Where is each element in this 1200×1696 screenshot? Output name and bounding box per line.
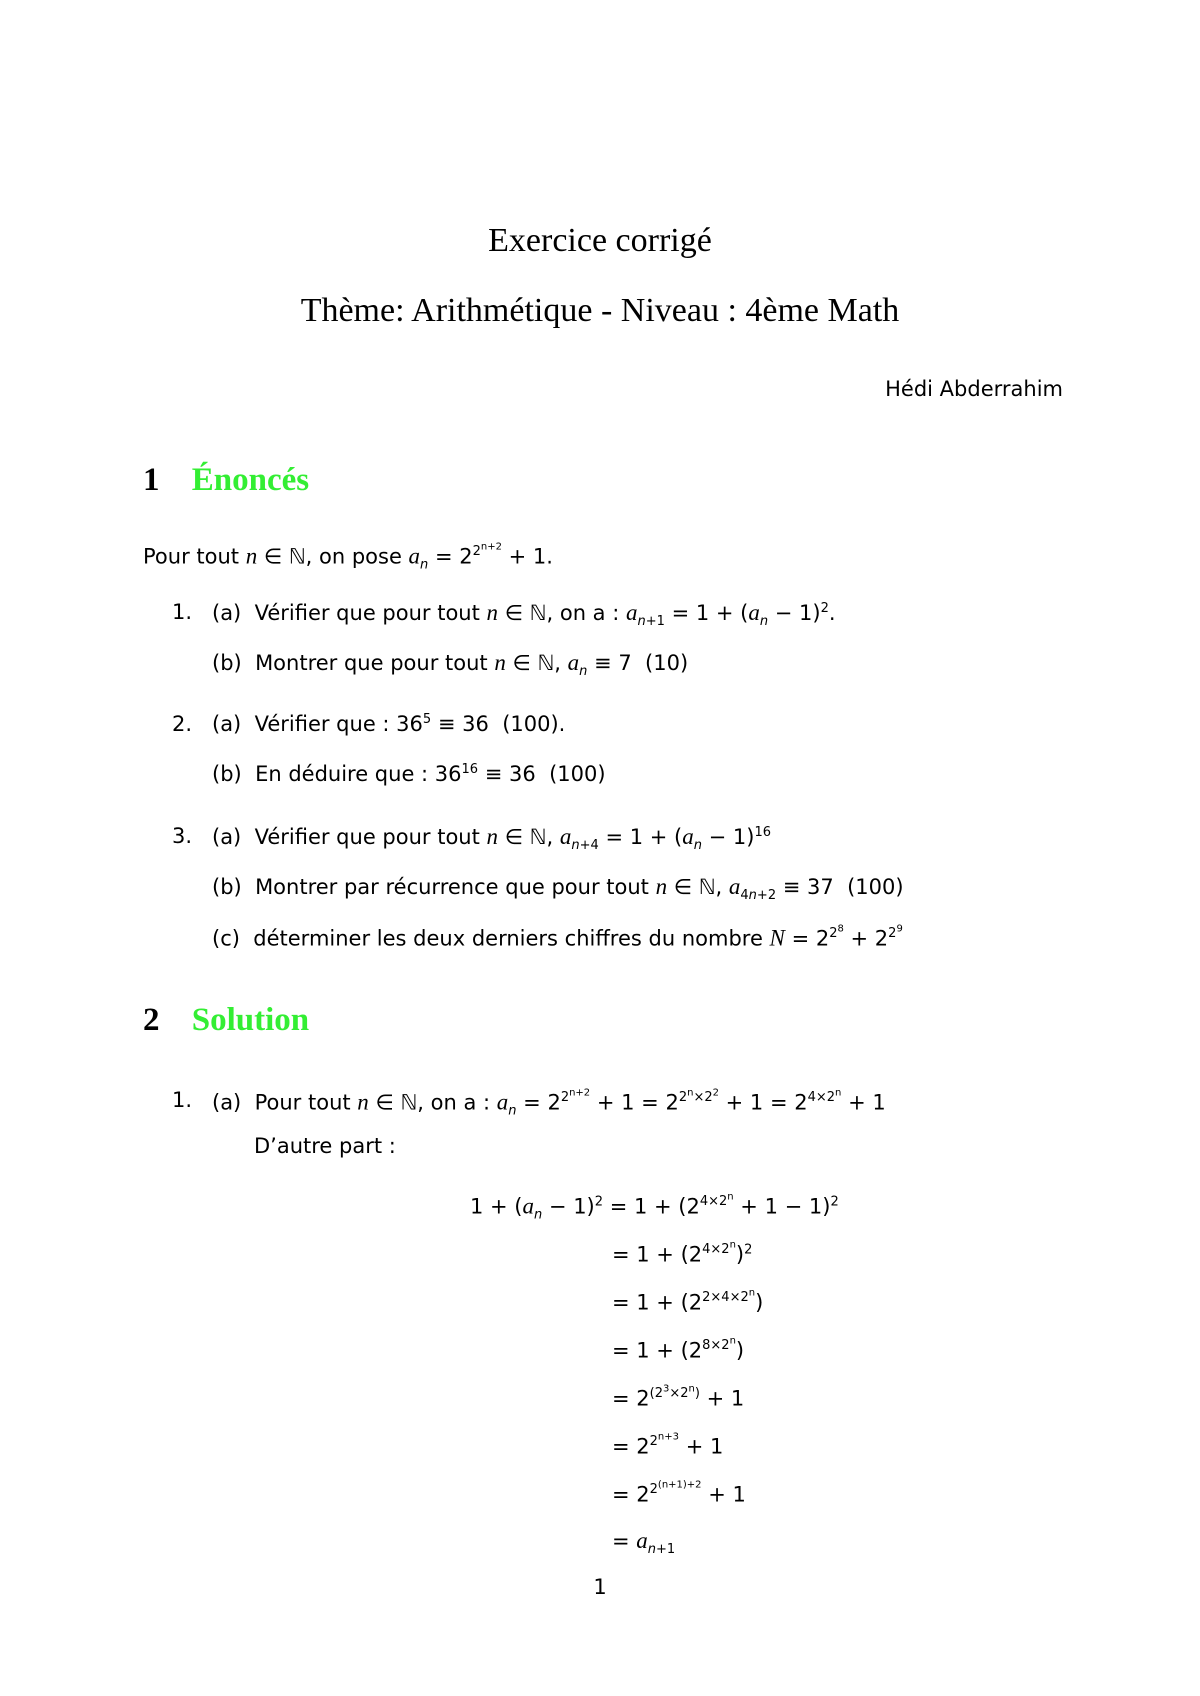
equation-line-6: = $2^{2^{n+3}} + 1$ (612, 1432, 724, 1459)
section-number: 2 (143, 1002, 160, 1038)
equation-line-7: = $2^{2^{(n+1)+2}} + 1$ (612, 1480, 746, 1507)
section-heading-1 (143, 462, 309, 499)
subitem-1b: (b) Montrer que pour tout n ∈ ℕ, $a_n \equiv 7$ (10) (212, 650, 689, 680)
solution-1a: (a) Pour tout n ∈ ℕ, on a : $a_n = 2^{2^{n+2}} + 1 = 2^{2^n\times 2^2} + 1 = 2^{4\times 2^n} + 1$ (212, 1088, 886, 1119)
section-title: Énoncés (191, 462, 310, 498)
equation-line-8: = $a_{n+1}$ (612, 1528, 676, 1558)
subitem-2a: (a) Vérifier que : $36^5 \equiv 36$ (100). (212, 712, 566, 736)
item-number: 2. (172, 712, 193, 736)
subitem-3b: (b) Montrer par récurrence que pour tout n ∈ ℕ, $a_{4n+2} \equiv 37$ (100) (212, 874, 904, 904)
section-title: Solution (191, 1002, 310, 1038)
subitem-2b: (b) En déduire que : $36^{16} \equiv 36$ (100) (212, 762, 606, 786)
author-name: Hédi Abderrahim (885, 377, 1063, 401)
page-number: 1 (593, 1575, 607, 1599)
document-subtitle: Thème: Arithmétique - Niveau : 4ème Math (300, 292, 900, 329)
item-number: 3. (172, 824, 193, 848)
solution-item-number: 1. (172, 1088, 193, 1112)
section-heading-2 (143, 1002, 309, 1039)
equation-line-5: = $2^{(2^3\times 2^n)} + 1$ (612, 1384, 745, 1411)
item-number: 1. (172, 600, 193, 624)
equation-line-2: = $1 + (2^{4\times 2^n})^2$ (612, 1240, 753, 1267)
document-title: Exercice corrigé (488, 222, 712, 259)
equation-line-1: $1 + (a_n - 1)^2 = 1 + (2^{4\times 2^n} + 1 - 1)^2$ (470, 1192, 839, 1223)
equation-line-4: = $1 + (2^{8\times 2^n})$ (612, 1336, 745, 1363)
intro-line: Pour tout n ∈ ℕ, on pose $a_n = 2^{2^{n+2}} + 1$. (143, 542, 553, 573)
subitem-1a: (a) Vérifier que pour tout n ∈ ℕ, on a : $a_{n+1} = 1 + (a_n - 1)^2$. (212, 600, 836, 630)
subitem-3c: (c) déterminer les deux derniers chiffres du nombre $N = 2^{2^8} + 2^{2^9}$ (212, 924, 903, 951)
subitem-3a: (a) Vérifier que pour tout n ∈ ℕ, $a_{n+4} = 1 + (a_n - 1)^{16}$ (212, 824, 772, 854)
equation-line-3: = $1 + (2^{2\times 4\times 2^n})$ (612, 1288, 764, 1315)
dautre-part: D’autre part : (254, 1134, 396, 1158)
section-number: 1 (143, 462, 160, 498)
